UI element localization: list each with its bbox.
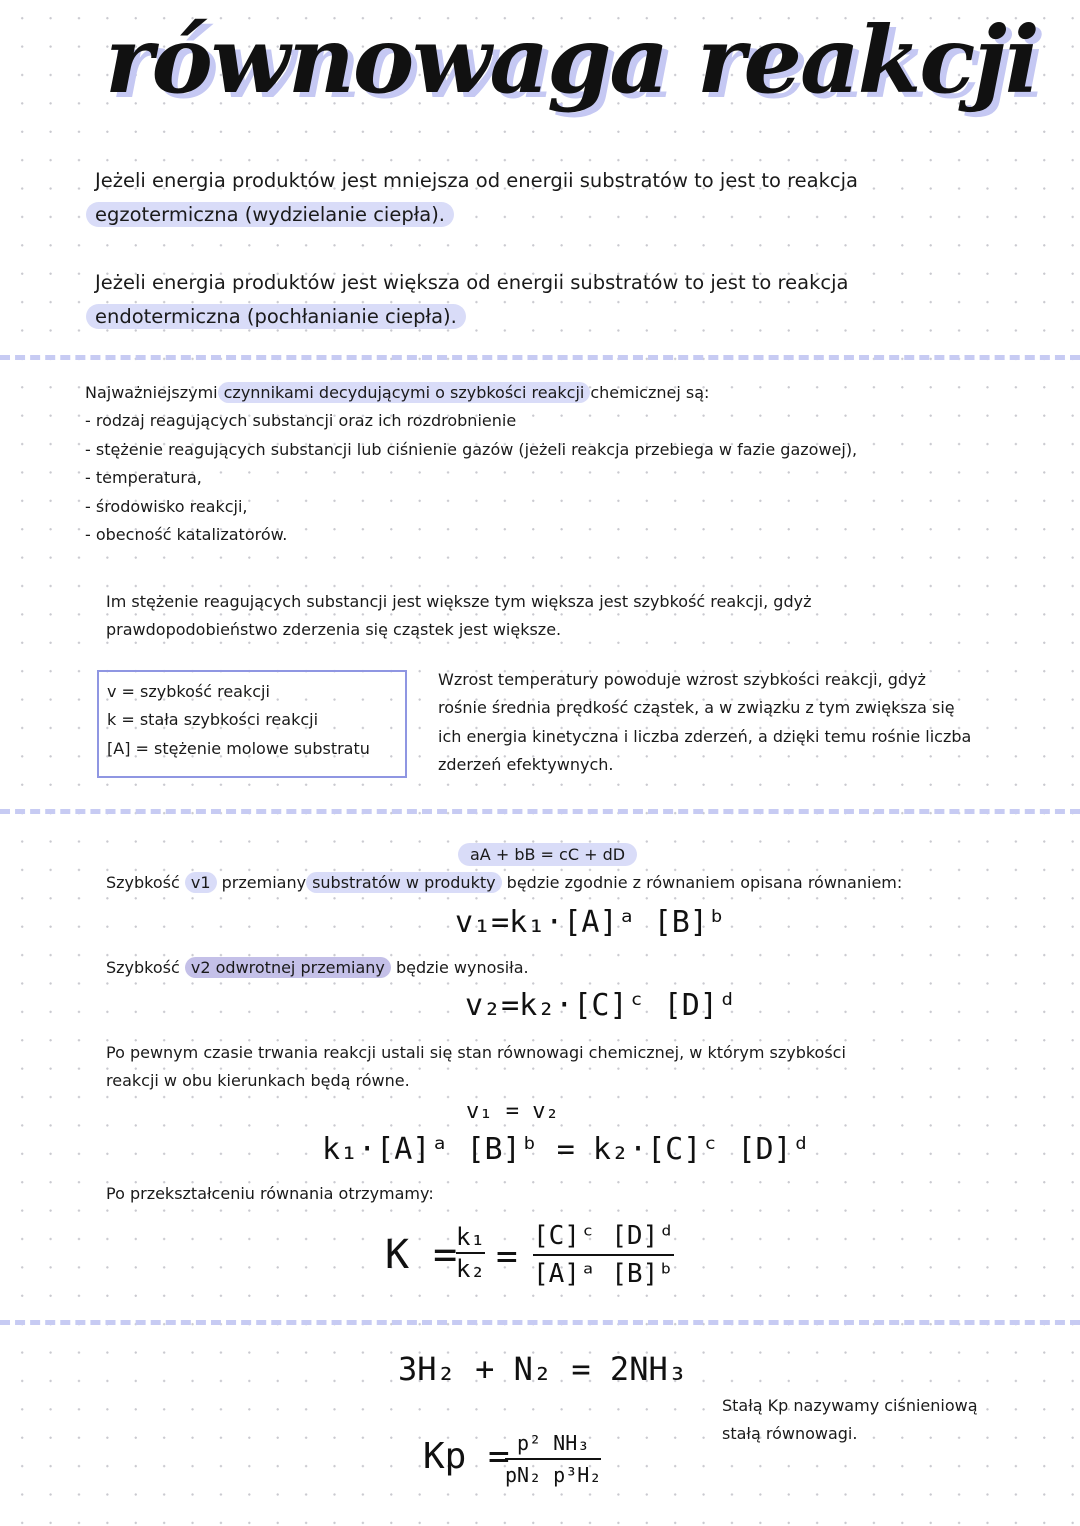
denominator: [A]ᵃ [B]ᵇ [533,1254,674,1292]
list-item: - stężenie reagujących substancji lub ciśnienie gazów (jeżeli reakcja przebiega w fazie gazowej), [85,439,858,459]
endo-highlight: endotermiczna (pochłanianie ciepła). [86,304,466,329]
v2-sentence [106,954,529,982]
denominator: pN₂ p³H₂ [505,1458,601,1490]
equilibrium-formula: k₁·[A]ᵃ [B]ᵇ = k₂·[C]ᶜ [D]ᵈ [322,1132,810,1167]
v2-formula: v₂=k₂·[C]ᶜ [D]ᵈ [465,988,736,1023]
text-line: prawdopodobieństwo zderzenia się cząstek jest większe. [106,620,562,640]
reaction-equation: aA + bB = cC + dD [458,843,637,866]
temperature-paragraph [438,666,971,780]
page-title: równowaga reakcji [105,6,1038,114]
rates-equal: v₁ = v₂ [466,1099,559,1124]
text-line: Im stężenie reagujących substancji jest większe tym większa jest szybkość reakcji, gdyż [106,592,812,611]
kp-note [722,1392,978,1449]
legend-box [97,670,407,778]
concentration-paragraph [106,588,811,645]
text: będzie zgodnie z równaniem opisana równaniem: [506,873,903,892]
legend-line: v = szybkość reakcji [107,682,270,701]
list-item: - obecność katalizatorów. [85,525,288,545]
divider [0,1320,1080,1325]
factors-intro [85,379,857,407]
v2-highlight: v2 odwrotnej przemiany [185,957,391,978]
text: Szybkość [106,873,180,892]
list-item: - rodzaj reagujących substancji oraz ich rozdrobnienie [85,411,517,431]
exo-highlight: egzotermiczna (wydzielanie ciepła). [86,202,454,227]
transform-text: Po przekształceniu równania otrzymamy: [106,1184,434,1203]
kp-ratio [505,1428,601,1490]
numerator: p² NH₃ [517,1431,590,1455]
factors-list [85,379,857,549]
list-item: - środowisko reakcji, [85,496,248,516]
divider [0,809,1080,814]
list-item: - temperatura, [85,468,202,488]
intro-text: chemicznej są: [590,383,710,402]
haber-reaction: 3H₂ + N₂ = 2NH₃ [398,1350,687,1388]
equals-sign: = [496,1236,518,1277]
text-line: rośnie średnia prędkość cząstek, a w związku z tym zwiększa się [438,698,955,718]
legend-line: [A] = stężenie molowe substratu [107,738,370,758]
text-line: Po pewnym czasie trwania reakcji ustali się stan równowagi chemicznej, w którym szybkości [106,1043,846,1062]
text-line: ich energia kinetyczna i liczba zderzeń, a dzięki temu rośnie liczba [438,726,972,746]
intro-text: Najważniejszymi [85,383,218,402]
factors-highlight: czynnikami decydującymi o szybkości reakcji [218,382,591,403]
text-line: Stałą Kp nazywamy ciśnieniową [722,1396,978,1415]
kp-label: Kp = [423,1436,510,1477]
v1-sentence [106,869,902,897]
denominator: k₂ [456,1252,485,1284]
exo-paragraph [95,164,858,232]
equilibrium-paragraph [106,1039,846,1096]
legend-line: k = stała szybkości reakcji [107,710,319,730]
v1-formula: v₁=k₁·[A]ᵃ [B]ᵇ [455,905,726,940]
endo-line-1: Jeżeli energia produktów jest większa od energii substratów to jest to reakcja [95,271,849,294]
substrates-highlight: substratów w produkty [306,872,502,893]
text-line: reakcji w obu kierunkach będą równe. [106,1071,410,1091]
text-line: zderzeń efektywnych. [438,755,614,775]
k-label: K = [385,1232,458,1278]
text: przemiany [221,873,307,892]
text: Szybkość [106,958,180,977]
endo-paragraph [95,266,848,334]
text-line: Wzrost temperatury powoduje wzrost szybkości reakcji, gdyż [438,670,926,689]
divider [0,355,1080,360]
numerator: k₁ [456,1223,485,1251]
text-line: stałą równowagi. [722,1424,858,1444]
exo-line-1: Jeżeli energia produktów jest mniejsza od energii substratów to jest to reakcja [95,169,859,192]
k-ratio [456,1222,485,1284]
text: będzie wynosiła. [395,958,529,977]
v1-highlight: v1 [185,872,217,893]
numerator: [C]ᶜ [D]ᵈ [533,1221,674,1251]
concentration-ratio [533,1218,674,1292]
